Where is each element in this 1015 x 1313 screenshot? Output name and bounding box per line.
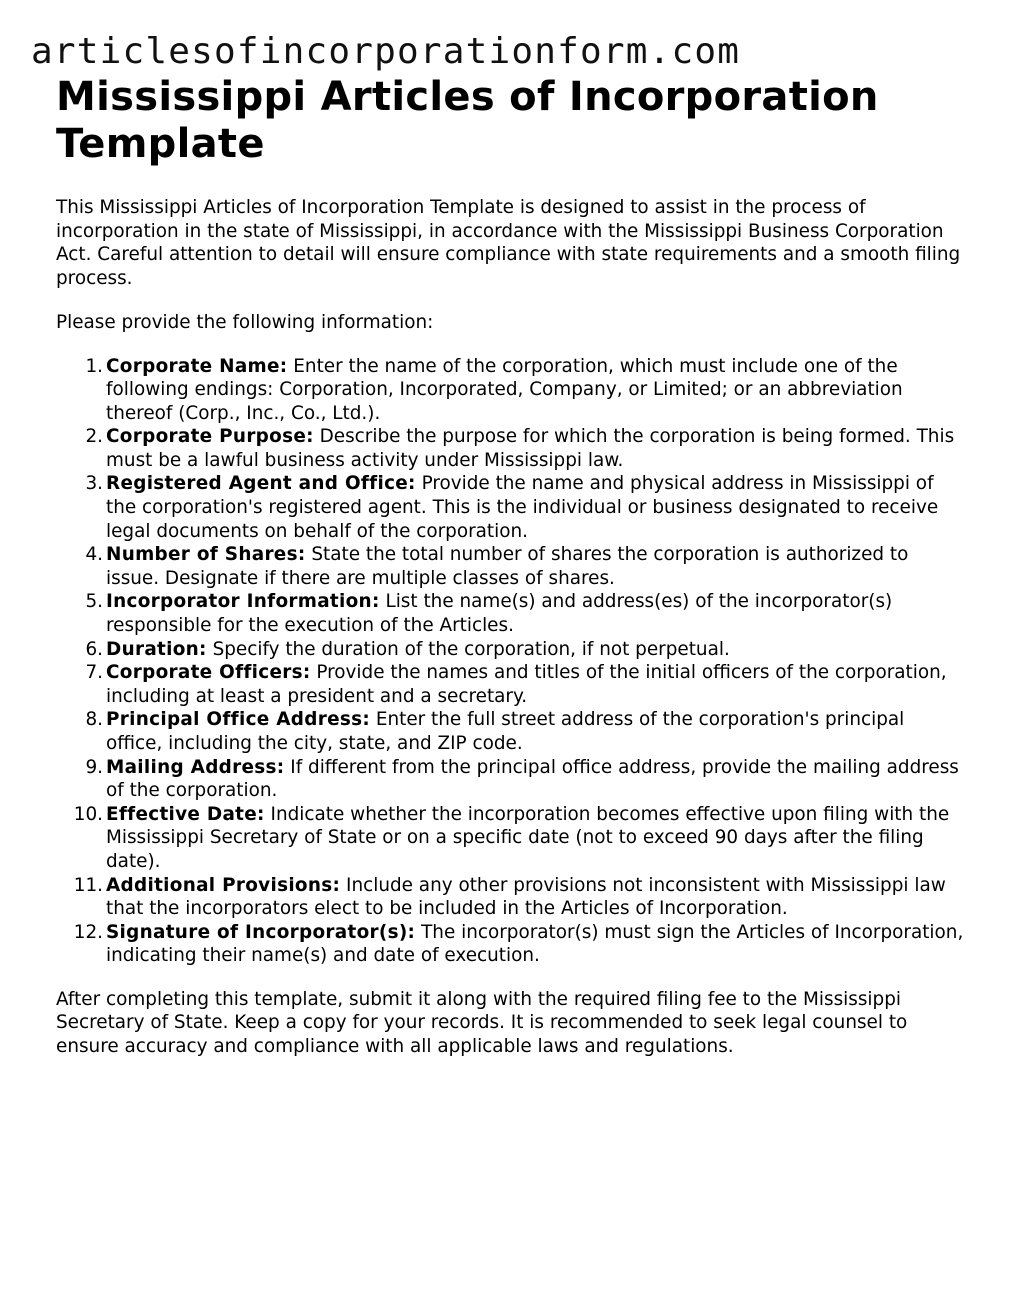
item-number: 8.: [85, 709, 103, 731]
item-text: Enter the name of the corporation, which must include one of the following endings: Corporation, Incorporated, Company, or Limited; or an abbreviation thereof (Corp., Inc., Co., Ltd.).: [106, 355, 903, 424]
item-number: 5.: [85, 591, 103, 613]
item-text: Provide the name and physical address in Mississippi of the corporation's registered agent. This is the individual or business designated to receive legal documents on behalf of the corporation.: [106, 473, 939, 542]
list-item: [56, 355, 966, 426]
intro-paragraph: This Mississippi Articles of Incorporation Template is designed to assist in the process of incorporation in the state of Mississippi, in accordance with the Mississippi Business Corporation Act. Careful attention to detail will ensure compliance with state requirements and a smooth filing process.: [56, 197, 961, 289]
item-text: List the name(s) and address(es) of the incorporator(s) responsible for the execution of the Articles.: [106, 591, 893, 637]
item-number: 7.: [85, 662, 103, 684]
item-text: The incorporator(s) must sign the Articles of Incorporation, indicating their name(s) and date of execution.: [106, 921, 964, 967]
item-text: Include any other provisions not inconsistent with Mississippi law that the incorporators elect to be included in the Articles of Incorporation.: [106, 874, 946, 920]
item-label: Mailing Address:: [106, 756, 285, 778]
list-item: [56, 638, 966, 662]
item-number: 4.: [85, 544, 103, 566]
item-number: 6.: [85, 638, 103, 660]
item-label: Corporate Name:: [106, 355, 288, 377]
item-text: Describe the purpose for which the corporation is being formed. This must be a lawful business activity under Mississippi law.: [106, 426, 955, 471]
item-number: 12.: [73, 921, 103, 943]
list-item: [56, 661, 966, 708]
page-title: Mississippi Articles of Incorporation Template: [56, 74, 879, 167]
item-label: Number of Shares:: [106, 544, 306, 566]
document-body: [56, 74, 966, 1058]
item-label: Additional Provisions:: [106, 874, 341, 896]
item-text: State the total number of shares the corporation is authorized to issue. Designate if there are multiple classes of shares.: [106, 544, 909, 589]
list-item: [56, 472, 966, 543]
item-label: Duration:: [106, 638, 207, 660]
list-item: [56, 708, 966, 755]
item-text: Provide the names and titles of the initial officers of the corporation, including at least a president and a secretary.: [106, 662, 947, 707]
list-item: [56, 921, 966, 968]
list-item: [56, 874, 966, 921]
item-number: 1.: [85, 355, 103, 377]
list-item: [56, 543, 966, 590]
item-label: Effective Date:: [106, 803, 265, 825]
item-label: Corporate Purpose:: [106, 426, 314, 448]
item-label: Incorporator Information:: [106, 591, 380, 613]
item-label: Registered Agent and Office:: [106, 473, 416, 495]
item-number: 11.: [73, 874, 103, 896]
site-watermark: articlesofincorporationform.com: [31, 31, 741, 72]
item-number: 3.: [85, 473, 103, 495]
item-number: 10.: [73, 803, 103, 825]
list-item: [56, 756, 966, 803]
item-number: 9.: [85, 756, 103, 778]
list-item: [56, 590, 966, 637]
instructions-prompt: Please provide the following information:: [56, 312, 434, 333]
item-label: Signature of Incorporator(s):: [106, 921, 416, 943]
item-number: 2.: [85, 426, 103, 448]
item-text: Enter the full street address of the corporation's principal office, including the city, state, and ZIP code.: [106, 709, 905, 754]
closing-paragraph: After completing this template, submit it along with the required filing fee to the Mississippi Secretary of State. Keep a copy for your records. It is recommended to seek legal counsel to ensure accuracy and compliance with all applicable laws and regulations.: [56, 988, 908, 1057]
list-item: [56, 803, 966, 874]
item-label: Principal Office Address:: [106, 709, 370, 731]
item-text: Indicate whether the incorporation becomes effective upon filing with the Mississippi Secretary of State or on a specific date (not to exceed 90 days after the filing date).: [106, 803, 950, 872]
item-label: Corporate Officers:: [106, 662, 311, 684]
requirements-list: [56, 355, 966, 968]
list-item: [56, 425, 966, 472]
item-text: Specify the duration of the corporation, if not perpetual.: [206, 638, 730, 660]
item-text: If different from the principal office address, provide the mailing address of the corporation.: [106, 756, 959, 802]
